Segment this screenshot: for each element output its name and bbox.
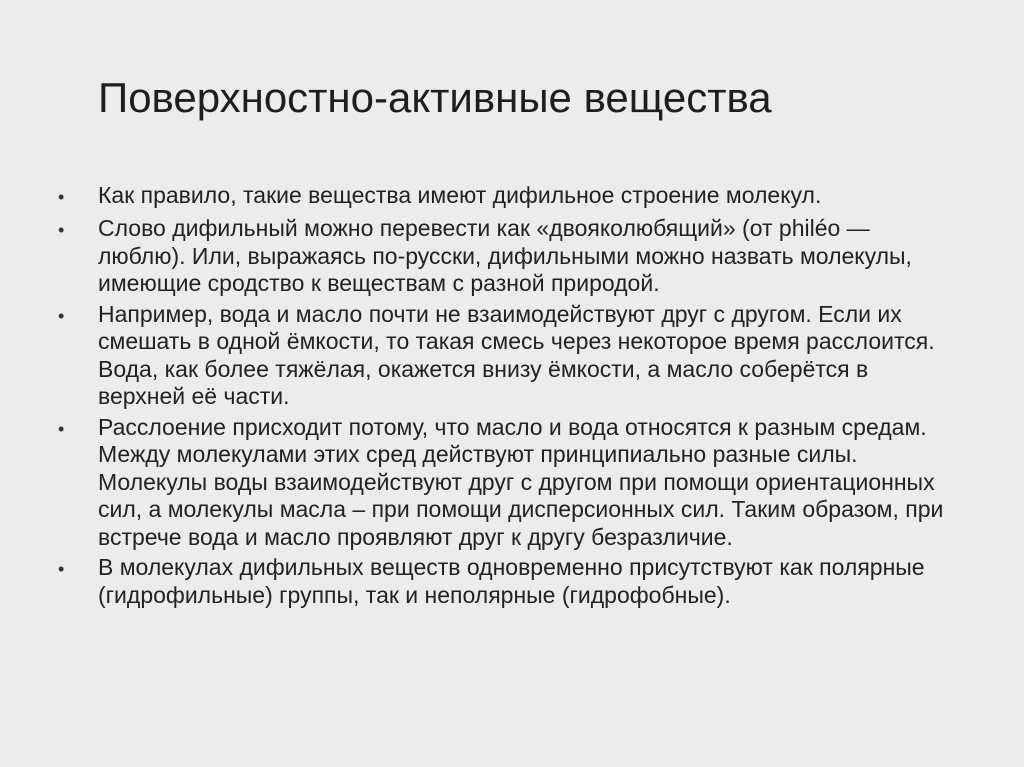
bullet-text: Как правило, такие вещества имеют дифильное строение молекул. [98, 182, 822, 208]
bullet-item [58, 301, 958, 411]
bullet-item [58, 182, 958, 212]
bullet-item [58, 215, 958, 298]
bullet-icon: • [58, 220, 65, 240]
bullet-item [58, 554, 958, 609]
bullet-text: Например, вода и масло почти не взаимодействуют друг с другом. Если их смешать в одной ёмкости, то такая смесь через некоторое время расслоится. Вода, как более тяжёлая, окажется внизу ёмкости, а масло соберётся в верхней её части. [98, 300, 935, 409]
bullet-item [58, 414, 958, 552]
bullet-icon: • [58, 305, 65, 326]
bullet-icon: • [58, 187, 65, 207]
bullet-text: В молекулах дифильных веществ одновременно присутствуют как полярные (гидрофильные) группы, так и неполярные (гидрофобные). [98, 554, 925, 608]
bullet-text: Слово дифильный можно перевести как «двояколюбящий» (от philéo — люблю). Или, выражаясь по-русски, дифильными можно назвать молекулы, имеющие сродство к веществам с разной природой. [98, 215, 912, 296]
bullet-icon: • [58, 418, 65, 439]
bullet-text: Расслоение присходит потому, что масло и вода относятся к разным средам. Между молекулами этих сред действуют принципиально разные силы. Молекулы воды взаимодействуют друг с другом при помощи ориентационных сил, а молекулы масла – при помощи дисперсионных сил. Таким образом, при встрече вода и масло проявляют друг к другу безразличие. [98, 413, 944, 550]
bullet-list [58, 182, 958, 612]
bullet-icon: • [58, 559, 65, 579]
slide-title: Поверхностно-активные вещества [98, 74, 772, 121]
